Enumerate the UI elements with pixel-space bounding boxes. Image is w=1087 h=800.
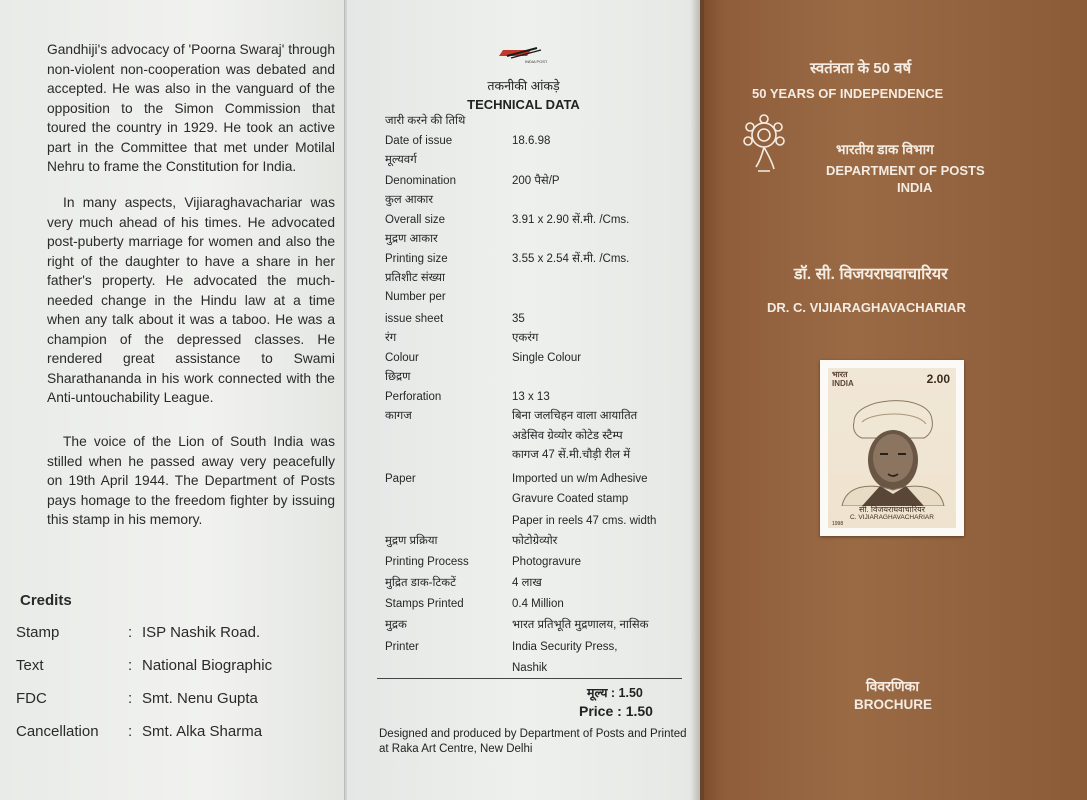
row-label: कुल आकार (385, 194, 434, 206)
row-label: छिद्रण (385, 371, 411, 383)
row-value: India Security Press, (512, 641, 618, 653)
row-value: 0.4 Million (512, 598, 564, 610)
peacock-emblem-icon (738, 113, 794, 177)
heading-hindi: स्वतंत्रता के 50 वर्ष (810, 60, 912, 77)
credit-label: Text (16, 657, 44, 674)
fold-shadow (690, 0, 704, 800)
row-label: मुद्रक (385, 619, 407, 631)
row-label: Stamps Printed (385, 598, 464, 610)
department-hindi: भारतीय डाक विभाग (836, 142, 934, 157)
credit-label: Cancellation (16, 723, 99, 740)
row-label: रंग (385, 332, 397, 344)
credit-value: Smt. Alka Sharma (142, 723, 263, 740)
credit-label: FDC (16, 690, 47, 707)
row-label: मुद्रण प्रक्रिया (385, 535, 438, 547)
row-label: issue sheet (385, 313, 444, 325)
row-label: मुद्रित डाक-टिकटें (385, 577, 456, 589)
name-hindi: डॉ. सी. विजयराघवाचारियर (794, 266, 948, 283)
middle-panel (347, 0, 700, 800)
name: DR. C. VIJIARAGHAVACHARIAR (767, 300, 966, 315)
brochure-cover (700, 0, 1087, 800)
credit-value: ISP Nashik Road. (142, 624, 261, 641)
row-label: मुद्रण आकार (385, 233, 438, 245)
department-country: INDIA (897, 180, 933, 195)
footer: BROCHURE (854, 697, 933, 712)
row-value: Single Colour (512, 352, 582, 364)
row-label: Printing size (385, 253, 448, 265)
row-label: Perforation (385, 391, 442, 403)
portrait-icon (832, 382, 952, 506)
footer-hindi: विवरणिका (866, 678, 920, 694)
stamp-year: 1998 (832, 521, 844, 527)
credit-row (16, 657, 272, 674)
postage-stamp (820, 360, 964, 536)
credit-separator: : (128, 723, 133, 740)
credits-title: Credits (20, 592, 72, 609)
row-value: Nashik (512, 662, 548, 674)
credit-value: Smt. Nenu Gupta (142, 690, 258, 707)
heading: 50 YEARS OF INDEPENDENCE (752, 86, 944, 101)
stamp-country: भारत INDIA (832, 370, 854, 388)
technical-data-title-hindi: तकनीकी आंकड़े (487, 79, 560, 93)
row-label: Printing Process (385, 556, 469, 568)
row-value: 3.55 x 2.54 सें.मी. /Cms. (512, 253, 630, 265)
row-label: जारी करने की तिथि (385, 115, 466, 127)
designed-by-note: Designed and produced by Department of Posts and Printed at Raka Art Centre, New Delhi (379, 728, 687, 755)
row-value: 3.91 x 2.90 सें.मी. /Cms. (512, 214, 630, 226)
credit-row (16, 624, 260, 641)
row-value: 35 (512, 313, 525, 325)
row-value: Photogravure (512, 556, 582, 568)
divider (377, 678, 682, 679)
row-label: Colour (385, 352, 419, 364)
svg-text:INDIA POST: INDIA POST (525, 59, 547, 64)
row-value: अडेसिव ग्रेव्योर कोटेड स्टैम्प (512, 430, 623, 442)
row-label: Overall size (385, 214, 446, 226)
price: Price : 1.50 (579, 703, 653, 719)
technical-data-title: TECHNICAL DATA (467, 97, 580, 112)
row-value: 18.6.98 (512, 135, 551, 147)
paragraph-lion-of-south: The voice of the Lion of South India was stilled when he passed away very peacefully on 19th April 1944. The Department of Posts pays homage to the freedom fighter by issuing this stamp in his memory. (47, 434, 335, 527)
row-value: भारत प्रतिभूति मुद्रणालय, नासिक (512, 619, 649, 631)
stamp-denomination: 2.00 (926, 372, 950, 386)
row-label: कागज (385, 410, 412, 422)
credit-separator: : (128, 624, 133, 641)
row-value: फोटोग्रेव्योर (512, 535, 558, 547)
credit-label: Stamp (16, 624, 60, 641)
row-label: Number per (385, 291, 446, 303)
row-label: Printer (385, 641, 419, 653)
credit-separator: : (128, 690, 133, 707)
india-post-logo-icon (497, 42, 547, 64)
department: DEPARTMENT OF POSTS (826, 163, 985, 178)
row-value: एकरंग (512, 332, 539, 344)
row-value: 4 लाख (512, 577, 542, 589)
row-label: प्रतिशीट संख्या (385, 272, 446, 284)
row-value: बिना जलचिहन वाला आयातित (512, 410, 638, 422)
row-label: मूल्यवर्ग (385, 154, 417, 166)
stamp-caption: C. VIJIARAGHAVACHARIAR (850, 514, 934, 521)
row-value: Imported un w/m Adhesive (512, 473, 648, 485)
row-label: Paper (385, 473, 416, 485)
row-label: Date of issue (385, 135, 453, 147)
row-value: Gravure Coated stamp (512, 493, 629, 505)
credit-row (16, 723, 262, 740)
row-value: 13 x 13 (512, 391, 550, 403)
left-panel (0, 0, 345, 800)
stamp-caption-hindi: सी. विजयराघवाचारियर (858, 505, 926, 514)
paragraph-gandhiji: Gandhiji's advocacy of 'Poorna Swaraj' through non-violent non-cooperation was debated and accepted. He was also in the vanguard of the opposition to the Simon Commission that toured the country in 1929. He took an active part in the Committee that met under Motilal Nehru to frame the Constitution for India. (47, 42, 335, 174)
row-value: Paper in reels 47 cms. width (512, 515, 657, 527)
paragraph-ahead-of-times: In many aspects, Vijiaraghavachariar was very much ahead of his times. He advocated post-puberty marriage for women and also the right of the daughter to have a share in her father's property. He advocated the much-needed change in the Hindu law at a time when any talk about it was a taboo. He was a champion of the depressed classes. He rendered great assistance to Swami Sharathananda in his work connected with the Anti-untouchability League. (47, 195, 335, 405)
row-value: कागज 47 सें.मी.चौड़ी रील में (512, 449, 631, 461)
row-label: Denomination (385, 175, 456, 187)
credit-row (16, 690, 258, 707)
row-value: 200 पैसे/P (512, 175, 560, 187)
credit-separator: : (128, 657, 133, 674)
credit-value: National Biographic (142, 657, 273, 674)
price-hindi: मूल्य : 1.50 (587, 686, 643, 700)
